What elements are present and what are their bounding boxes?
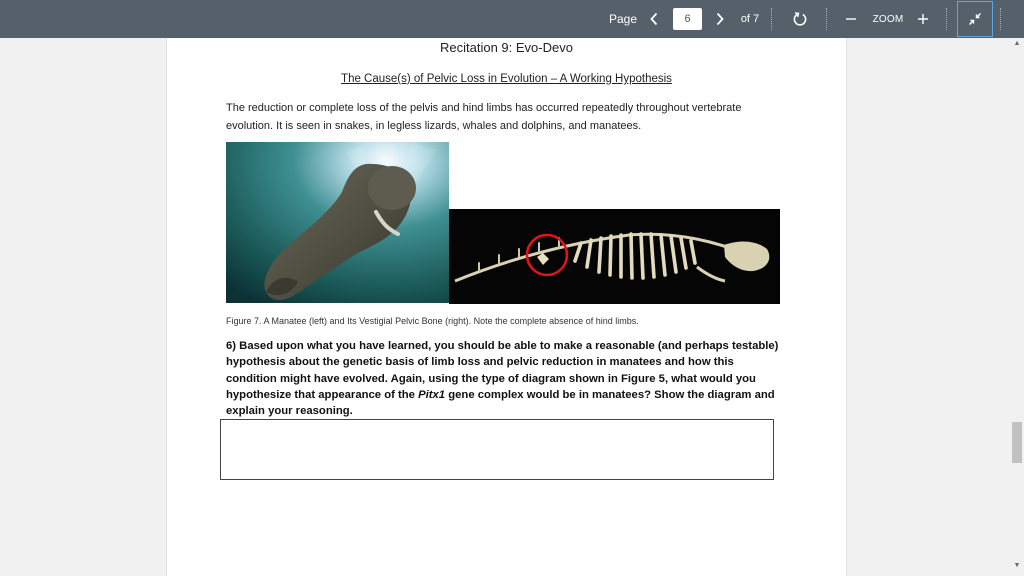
scroll-up-arrow-icon[interactable]: ▲ bbox=[1013, 40, 1021, 47]
zoom-label: ZOOM bbox=[872, 13, 904, 25]
plus-icon bbox=[917, 13, 929, 25]
zoom-out-button[interactable] bbox=[840, 0, 862, 38]
previous-page-button[interactable] bbox=[642, 0, 666, 38]
section-heading: The Cause(s) of Pelvic Loss in Evolution – A Working Hypothesis bbox=[341, 73, 672, 85]
collapse-arrows-icon bbox=[968, 12, 982, 26]
next-page-button[interactable] bbox=[708, 0, 732, 38]
gene-name: Pitx1 bbox=[418, 388, 446, 401]
toolbar-divider bbox=[771, 8, 772, 30]
toolbar-divider bbox=[826, 8, 827, 30]
chevron-left-icon bbox=[649, 12, 659, 26]
question-6 bbox=[226, 338, 786, 419]
exit-fullscreen-button[interactable] bbox=[957, 1, 993, 37]
page-number-input[interactable] bbox=[673, 8, 702, 30]
manatee-skeleton-photo bbox=[449, 209, 780, 304]
scrollbar-thumb[interactable] bbox=[1012, 422, 1022, 463]
question-text-part2: gene complex would be in manatees? Show the diagram and explain your reasoning. bbox=[226, 388, 775, 418]
rotate-icon bbox=[792, 11, 808, 27]
chevron-right-icon bbox=[715, 12, 725, 26]
pdf-toolbar bbox=[0, 0, 1024, 38]
toolbar-divider bbox=[946, 8, 947, 30]
answer-text-box[interactable] bbox=[220, 419, 774, 480]
figure-caption: Figure 7. A Manatee (left) and Its Vestigial Pelvic Bone (right). Note the complete absence of hind limbs. bbox=[226, 316, 639, 326]
toolbar-divider bbox=[1000, 8, 1001, 30]
manatee-photo bbox=[226, 142, 449, 303]
minus-icon bbox=[845, 13, 857, 25]
rotate-button[interactable] bbox=[786, 0, 814, 38]
intro-paragraph: The reduction or complete loss of the pelvis and hind limbs has occurred repeatedly throughout vertebrate evolution. It is seen in snakes, in legless lizards, whales and dolphins, and manatees. bbox=[226, 102, 742, 132]
document-page bbox=[166, 38, 847, 576]
zoom-in-button[interactable] bbox=[912, 0, 934, 38]
page-label: Page bbox=[608, 12, 638, 26]
scroll-down-arrow-icon[interactable]: ▼ bbox=[1013, 562, 1021, 569]
vertical-scrollbar[interactable] bbox=[1010, 38, 1024, 576]
page-count-label: of 7 bbox=[740, 13, 760, 25]
question-text-part1: 6) Based upon what you have learned, you should be able to make a reasonable (and perhaps testable) hypothesis about the genetic basis of limb loss and pelvic reduction in manatees and how this condition might have evolved. Again, using the type of diagram shown in Figure 5, what would you hypothesize that appearance of the bbox=[226, 340, 779, 401]
document-title: Recitation 9: Evo-Devo bbox=[440, 40, 573, 55]
